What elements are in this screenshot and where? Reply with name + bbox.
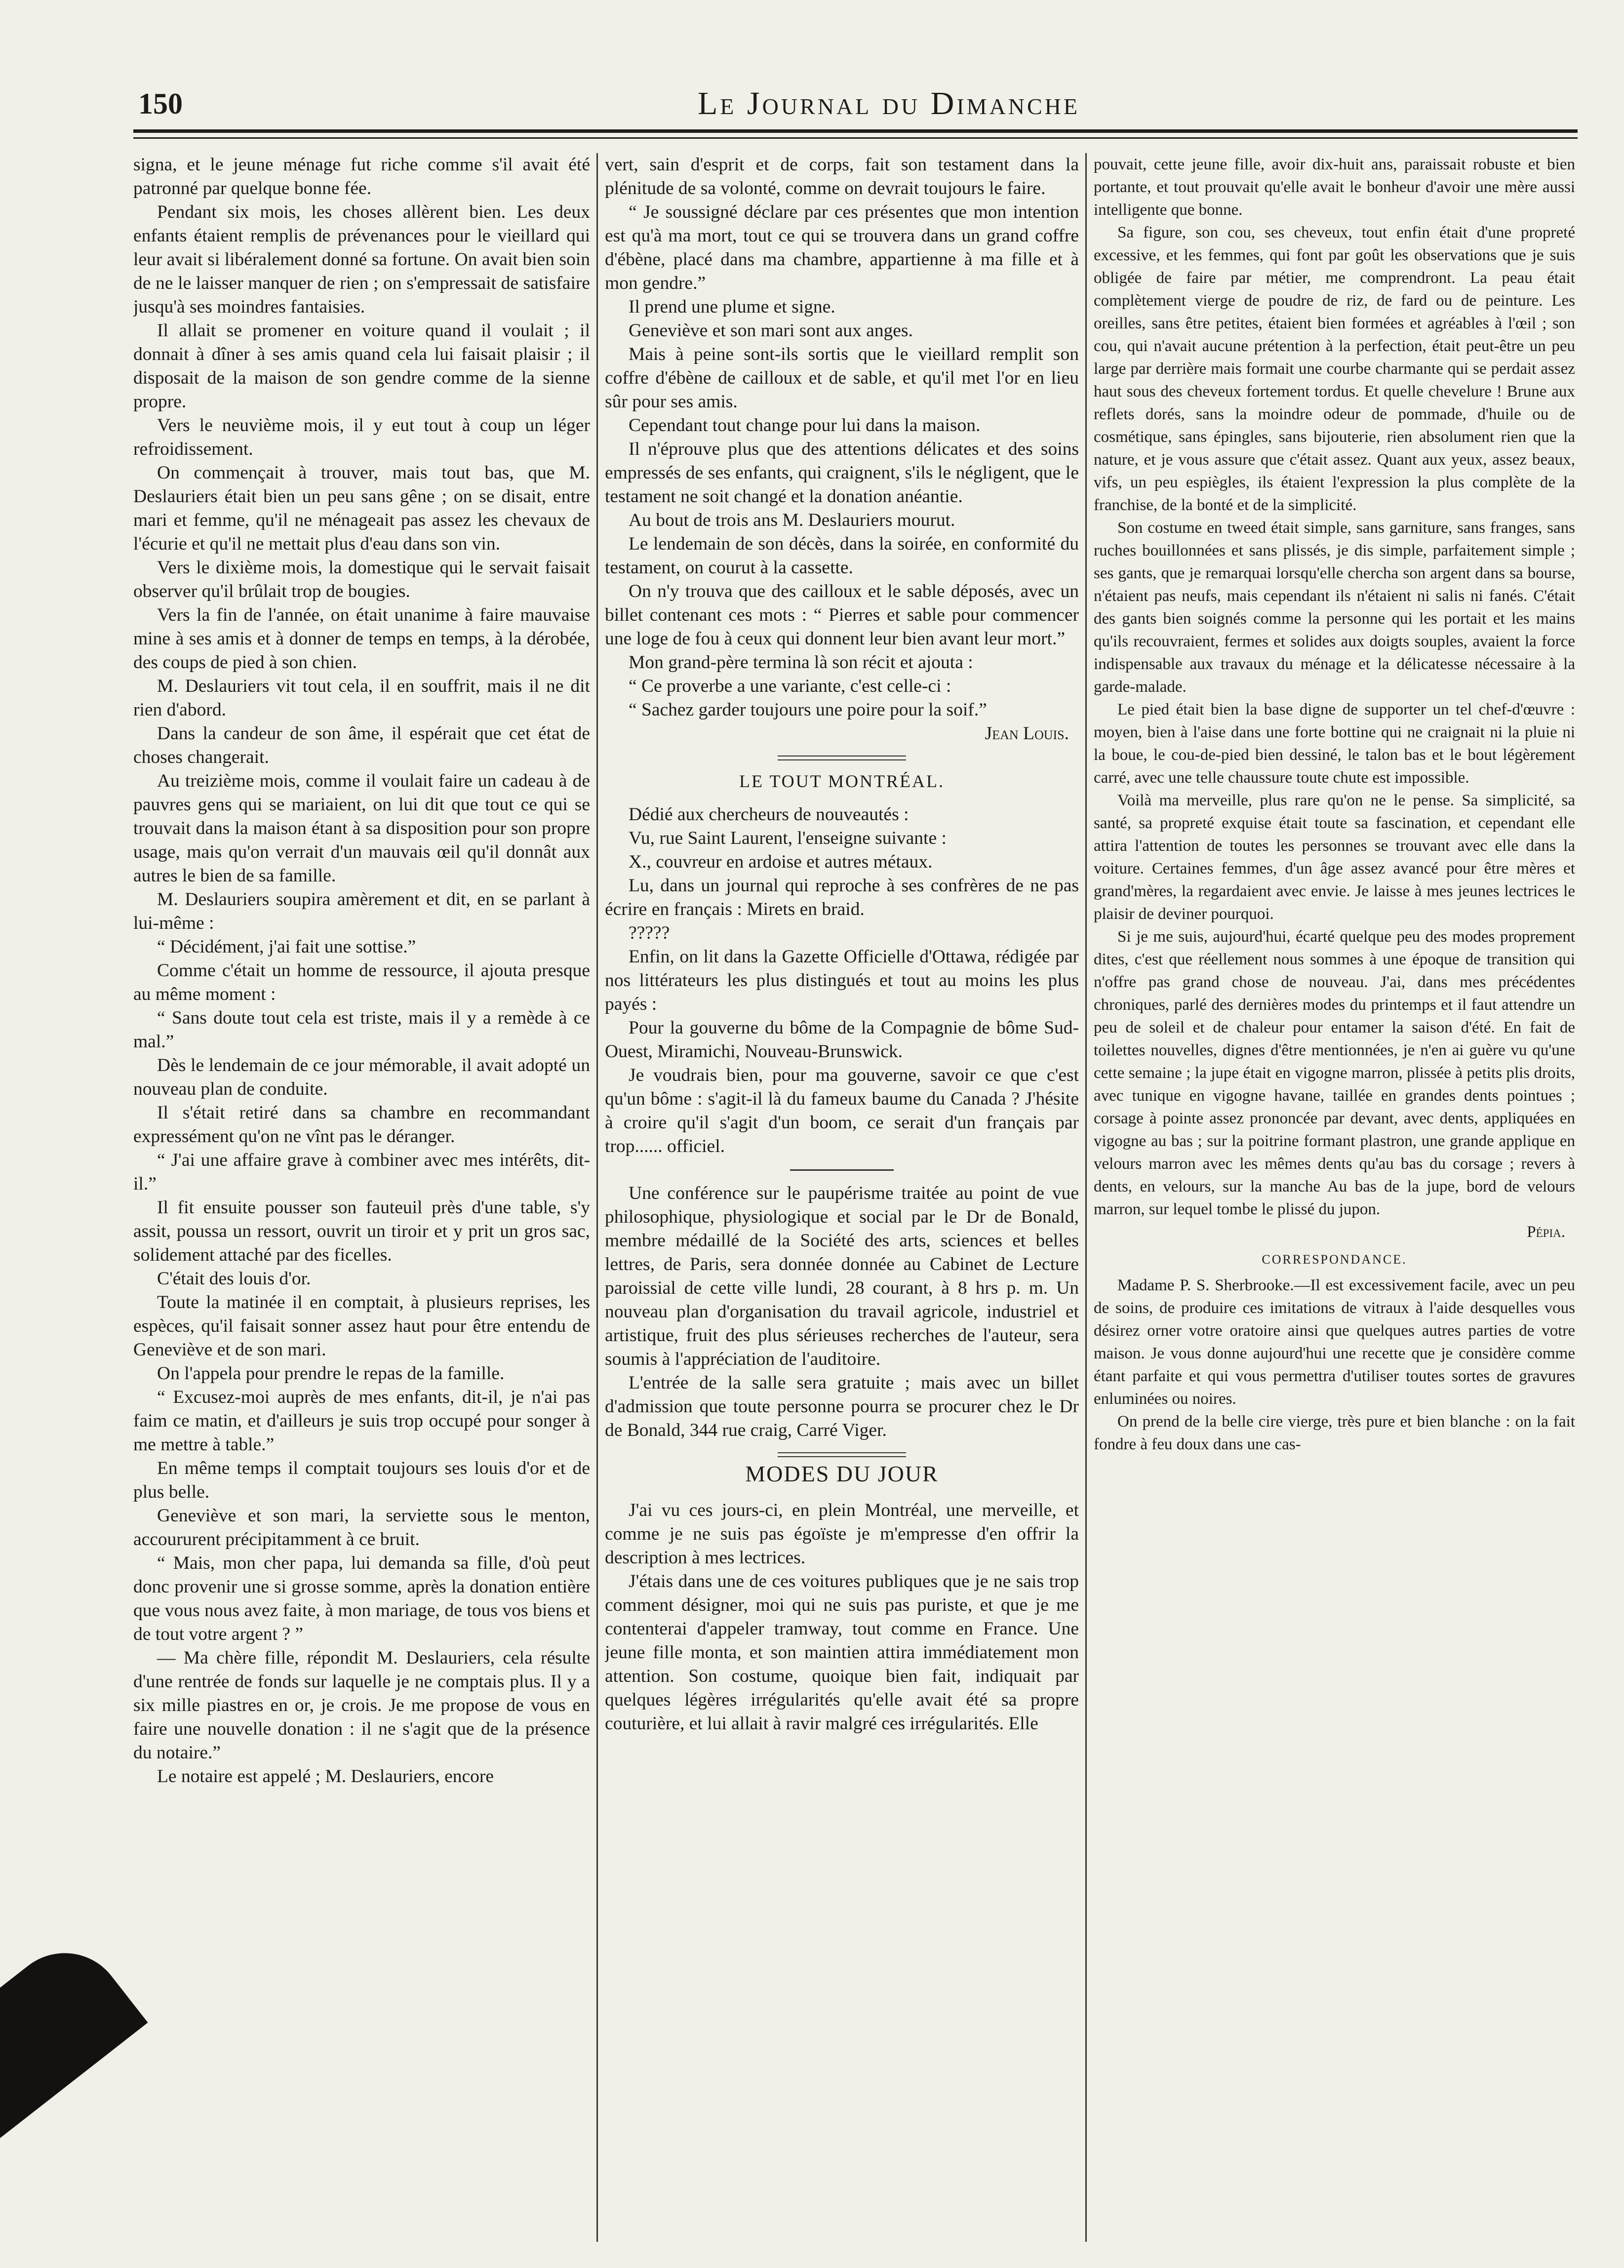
paragraph: “ Ce proverbe a une variante, c'est celle-ci : (629, 676, 951, 696)
paragraph: Mon grand-père termina là son récit et ajouta : (629, 652, 973, 673)
paragraph: signa, et le jeune ménage fut riche comme s'il avait été patronné par quelque bonne fée. (133, 155, 590, 199)
paragraph: C'était des louis d'or. (157, 1269, 311, 1289)
column-2 (605, 153, 1079, 2242)
paragraph: L'entrée de la salle sera gratuite ; mais avec un billet d'admission que toute personne pourra se procurer chez le Dr de Bonald, 344 rue craig, Carré Viger. (605, 1373, 1079, 1440)
paragraph: Enfin, on lit dans la Gazette Officielle d'Ottawa, rédigée par nos littérateurs les plus distingués et tout au moins les plus payés : (605, 947, 1079, 1014)
paragraph: J'ai vu ces jours-ci, en plein Montréal, une merveille, et comme je ne suis pas égoïste je m'empresse d'en offrir la description à mes lectrices. (605, 1500, 1079, 1568)
paragraph: Vers le dixième mois, la domestique qui le servait faisait observer qu'il brûlait trop de bougies. (133, 557, 590, 601)
paragraph: Vers la fin de l'année, on était unanime à faire mauvaise mine à ses amis et à donner de temps en temps, à la dérobée, des coups de pied à son chien. (133, 605, 590, 673)
paragraph: Au treizième mois, comme il voulait faire un cadeau à de pauvres gens qui se mariaient, on lui dit que tout ce qui se trouvait dans la maison étant à sa disposition pour son propre usage, mais qu'on verrait d'un mauvais œil qu'il donnât aux autres le bien de sa famille. (133, 771, 590, 886)
section-separator (790, 1169, 894, 1171)
section-separator (778, 756, 906, 760)
paragraph: “ Sans doute tout cela est triste, mais il y a remède à ce mal.” (133, 1008, 590, 1052)
paragraph: “ Sachez garder toujours une poire pour la soif.” (629, 700, 987, 720)
paragraph: Il prend une plume et signe. (629, 297, 835, 317)
header-rule-thin (133, 137, 1578, 139)
paragraph: — Ma chère fille, répondit M. Deslauriers, cela résulte d'une rentrée de fonds sur laquelle je ne comptais plus. Il y a six mille piastres en or, je crois. Je me propose de vous en faire une nouvelle donation : il ne s'agit que de la présence du notaire.” (133, 1648, 590, 1763)
paragraph: Si je me suis, aujourd'hui, écarté quelque peu des modes proprement dites, c'est que réellement nous sommes à une époque de transition qui n'offre pas grand chose de nouveau. J'ai, dans mes précédentes chroniques, parlé des dernières modes du printemps et il faut attendre un peu de soleil et de chaleur pour entamer la saison d'été. En fait de toilettes nouvelles, dignes d'être mentionnées, je n'en ai guère vu qu'une cette semaine ; la jupe était en vigogne marron, plissée à petits plis droits, avec tunique en vigogne havane, taillée en grandes dents pointues ; corsage à pointe assez prononcée par devant, avec dents, appliquées en vigogne au bas ; sur la poitrine formant plastron, une grande applique en velours marron avec les mêmes dents qu'au bas du corsage ; revers à dents, en velours, sur la manche Au bas de la jupe, bord de velours marron, sur lequel tombe le plissé du jupon. (1094, 928, 1575, 1218)
paragraph: Sa figure, son cou, ses cheveux, tout enfin était d'une propreté excessive, et les femmes, qui font par goût les observations que je suis obligée de faire par métier, me comprendront. La peau était complètement vierge de poudre de riz, de fard ou de peinture. Les oreilles, sans être petites, étaient bien formées et agréables à l'œil ; son cou, qui n'avait aucune prétention à la perfection, était peut-être un peu large par derrière mais formait une courbe charmante qui se perdait assez haut sous des cheveux fortement tordus. Et quelle chevelure ! Brune aux reflets dorés, sans la moindre odeur de pommade, d'huile ou de cosmétique, sans épingles, sans bijouterie, rien absolument rien que la nature, et je vous assure que c'était assez. Quant aux yeux, assez beaux, vifs, un peu espiègles, ils étaient l'expression la plus complète de la franchise, de la bonté et de la simplicité. (1094, 224, 1575, 514)
paragraph: Comme c'était un homme de ressource, il ajouta presque au même moment : (133, 960, 590, 1004)
ink-blot-corner (0, 1929, 148, 2138)
paragraph: X., couvreur en ardoise et autres métaux. (629, 852, 933, 872)
section-title-correspondance: CORRESPONDANCE. (1262, 1252, 1407, 1267)
paragraph: Le lendemain de son décès, dans la soirée, en conformité du testament, on courut à la cassette. (605, 534, 1079, 578)
column-divider (596, 153, 598, 2242)
column-divider (1085, 153, 1087, 2242)
paragraph: Vers le neuvième mois, il y eut tout à coup un léger refroidissement. (133, 415, 590, 459)
journal-title: Le Journal du Dimanche (697, 85, 1080, 121)
paragraph: Voilà ma merveille, plus rare qu'on ne le pense. Sa simplicité, sa santé, sa propreté exquise était toute sa fascination, et cependant elle attira l'attention de toutes les personnes se trouvant avec elle dans la voiture. Certaines femmes, d'un âge assez avancé pour être mères et grand'mères, la regardaient avec envie. Je laisse à mes jeunes lectrices le plaisir de deviner pourquoi. (1094, 792, 1575, 923)
paragraph: M. Deslauriers soupira amèrement et dit, en se parlant à lui-même : (133, 889, 590, 933)
paragraph: “ Mais, mon cher papa, lui demanda sa fille, d'où peut donc provenir une si grosse somme, après la donation entière que vous nous avez faite, à mon mariage, de tous vos biens et de tout votre argent ? ” (133, 1553, 590, 1644)
paragraph: Une conférence sur le paupérisme traitée au point de vue philosophique, physiologique et social par le Dr de Bonald, membre médaillé de la Société des arts, sciences et belles lettres, de Paris, sera donnée donnée au Cabinet de Lecture paroissial de cette ville lundi, 28 courant, à 8 hrs p. m. Un nouveau plan d'organisation du travail agricole, industriel et artistique, fruit des plus sérieuses recherches de l'auteur, sera soumis à l'appréciation de l'auditoire. (605, 1183, 1079, 1369)
paragraph: Madame P. S. Sherbrooke.—Il est excessivement facile, avec un peu de soins, de produire ces imitations de vitraux à l'aide desquelles vous désirez orner votre oratoire ainsi que quelques autres parties de votre maison. Je vous donne aujourd'hui une recette que je considère comme étant parfaite et qui vous permettra d'utiliser toutes sortes de gravures enluminées ou noires. (1094, 1276, 1575, 1408)
paragraph: Vu, rue Saint Laurent, l'enseigne suivante : (629, 828, 947, 848)
paragraph: Lu, dans un journal qui reproche à ses confrères de ne pas écrire en français : Mirets en braid. (605, 875, 1079, 919)
paragraph: Pour la gouverne du bôme de la Compagnie de bôme Sud-Ouest, Miramichi, Nouveau-Brunswick. (605, 1018, 1079, 1062)
page-number: 150 (138, 87, 183, 120)
paragraph: Il s'était retiré dans sa chambre en recommandant expressément qu'on ne vînt pas le déranger. (133, 1103, 590, 1147)
header-rule (133, 129, 1578, 133)
paragraph: En même temps il comptait toujours ses louis d'or et de plus belle. (133, 1458, 590, 1502)
column-1 (133, 153, 590, 2242)
paragraph: Dédié aux chercheurs de nouveautés : (629, 804, 909, 825)
paragraph: On l'appela pour prendre le repas de la famille. (157, 1363, 505, 1384)
paragraph: Geneviève et son mari, la serviette sous le menton, accoururent précipitamment à ce bruit. (133, 1506, 590, 1550)
paragraph: Il allait se promener en voiture quand il voulait ; il donnait à dîner à ses amis quand cela lui faisait plaisir ; il disposait de la maison de son gendre comme de la sienne propre. (133, 320, 590, 412)
paragraph: Le notaire est appelé ; M. Deslauriers, encore (157, 1766, 494, 1787)
paragraph: “ Excusez-moi auprès de mes enfants, dit-il, je n'ai pas faim ce matin, et d'ailleurs je suis trop occupé pour songer à me mettre à table.” (133, 1387, 590, 1455)
paragraph: Dès le lendemain de ce jour mémorable, il avait adopté un nouveau plan de conduite. (133, 1055, 590, 1099)
paragraph: On prend de la belle cire vierge, très pure et bien blanche : on la fait fondre à feu doux dans une cas- (1094, 1413, 1575, 1453)
paragraph: Cependant tout change pour lui dans la maison. (629, 415, 981, 436)
paragraph: Dans la candeur de son âme, il espérait que cet état de choses changerait. (133, 723, 590, 767)
paragraph: Il n'éprouve plus que des attentions délicates et des soins empressés de ses enfants, qui craignent, s'ils le négligent, que le testament ne soit changé et la donation anéantie. (605, 439, 1079, 507)
paragraph: J'étais dans une de ces voitures publiques que je ne sais trop comment désigner, moi qui ne suis pas puriste, et que je me contenterai d'appeler tramway, tout comme en France. Une jeune fille monta, et son maintien attira immédiatement mon attention. Son costume, quoique bien fait, indiquait par quelques légères irrégularités qu'elle avait été sa propre couturière, et lui allait à ravir malgré ces irrégularités. Elle (605, 1571, 1079, 1734)
paragraph: Il fit ensuite pousser son fauteuil près d'une table, s'y assit, poussa un ressort, ouvrit un tiroir et y prit un gros sac, solidement attaché par des ficelles. (133, 1197, 590, 1265)
section-title-modes: MODES DU JOUR (745, 1461, 939, 1486)
paragraph: On n'y trouva que des cailloux et le sable déposés, avec un billet contenant ces mots : “ Pierres et sable pour commencer une loge de fou à ceux qui donnent leur bien avant leur mort.” (605, 581, 1079, 649)
paragraph: Son costume en tweed était simple, sans garniture, sans franges, sans ruches bouillonnées et sans plissés, je dis simple, parfaitement simple ; ses gants, que je remarquai lorsqu'elle chercha son argent dans sa bourse, n'étaient pas neufs, mais cependant ils n'étaient ni salis ni fanés. C'était des gants bien soignés comme la personne qui les portait et les mains qu'ils recouvraient, fermes et solides aux doigts souples, avaient la force indispensable aux travaux du ménage et la délicatesse nécessaire à la garde-malade. (1094, 519, 1575, 696)
section-separator (778, 1452, 906, 1457)
paragraph: “ Décidément, j'ai fait une sottise.” (157, 937, 416, 957)
section-title-tout-montreal: LE TOUT MONTRÉAL. (739, 771, 945, 791)
paragraph: Mais à peine sont-ils sortis que le vieillard remplit son coffre d'ébène de cailloux et de sable, et qu'il met l'or en lieu sûr pour ses amis. (605, 344, 1079, 412)
paragraph: Je voudrais bien, pour ma gouverne, savoir ce que c'est qu'un bôme : s'agit-il là du fameux baume du Canada ? J'hésite à croire qu'il s'agit d'un boom, ce serait d'un français par trop...... officiel. (605, 1065, 1079, 1156)
paragraph: pouvait, cette jeune fille, avoir dix-huit ans, paraissait robuste et bien portante, et tout prouvait qu'elle avait le bonheur d'avoir une mère aussi intelligente que bonne. (1094, 156, 1575, 219)
paragraph: Au bout de trois ans M. Deslauriers mourut. (629, 510, 955, 530)
paragraph: “ Je soussigné déclare par ces présentes que mon intention est qu'à ma mort, tout ce qui se trouvera dans un grand coffre d'ébène, placé dans ma chambre, appartienne à ma fille et à mon gendre.” (605, 202, 1079, 293)
paragraph: Toute la matinée il en comptait, à plusieurs reprises, les espèces, qu'il faisait sonner assez haut pour être entendu de Geneviève et de son mari. (133, 1292, 590, 1360)
column-3 (1094, 153, 1575, 2242)
modes-signature: Pépia. (1527, 1223, 1565, 1241)
paragraph: Geneviève et son mari sont aux anges. (629, 320, 913, 341)
paragraph: “ J'ai une affaire grave à combiner avec mes intérêts, dit-il.” (133, 1150, 590, 1194)
paragraph: M. Deslauriers vit tout cela, il en souffrit, mais il ne dit rien d'abord. (133, 676, 590, 720)
paragraph: vert, sain d'esprit et de corps, fait son testament dans la plénitude de sa volonté, comme on devrait toujours le faire. (605, 155, 1079, 199)
paragraph: ????? (629, 923, 670, 943)
paragraph: Pendant six mois, les choses allèrent bien. Les deux enfants étaient remplis de prévenances pour le vieillard qui leur avait si libéralement donné sa fortune. On avait bien soin de ne le laisser manquer de rien ; on s'empressait de satisfaire jusqu'à ses moindres fantaisies. (133, 202, 590, 317)
story-signature: Jean Louis. (985, 723, 1069, 744)
paragraph: On commençait à trouver, mais tout bas, que M. Deslauriers était bien un peu sans gêne ; on se disait, entre mari et femme, qu'il ne ménageait pas assez les chevaux de l'écurie et qu'il ne mettait plus d'eau dans son vin. (133, 463, 590, 554)
paragraph: Le pied était bien la base digne de supporter un tel chef-d'œuvre : moyen, bien à l'aise dans une forte bottine qui ne craignait ni la pluie ni la boue, le cou-de-pied bien dessiné, le talon bas et le bout légèrement carré, avec une telle chaussure toute chute est impossible. (1094, 701, 1575, 787)
